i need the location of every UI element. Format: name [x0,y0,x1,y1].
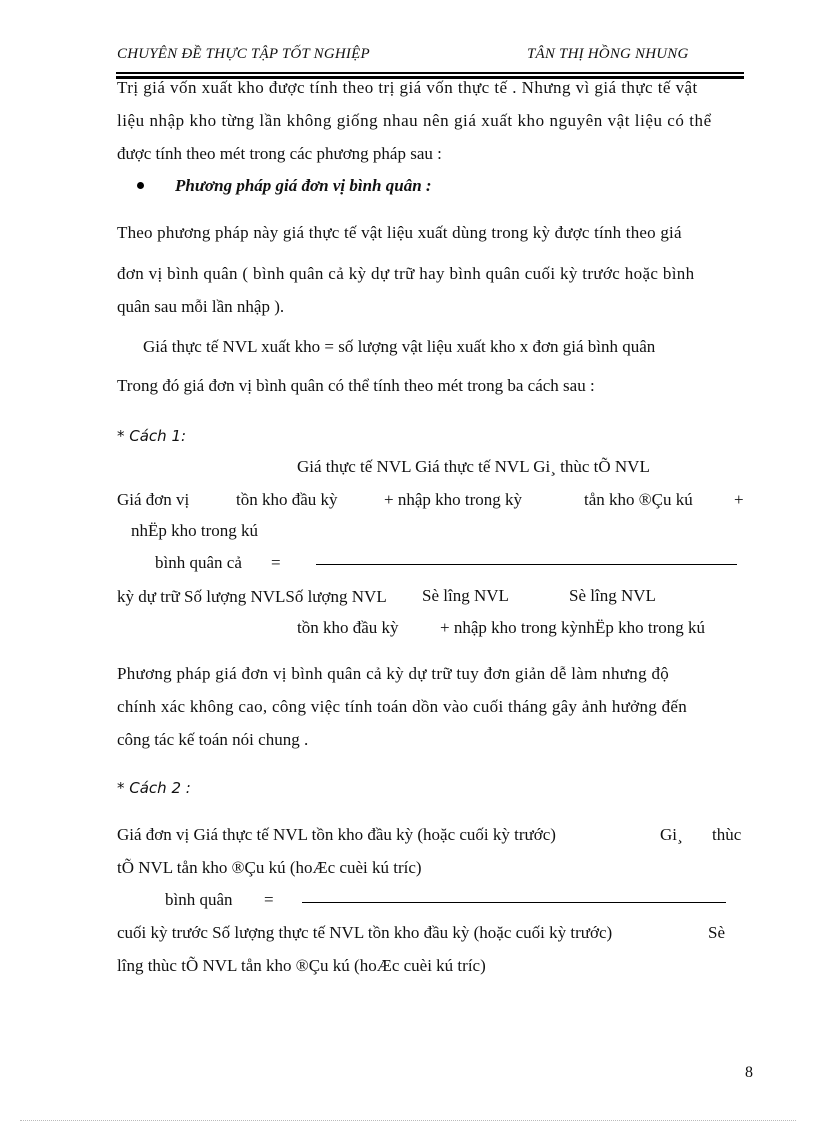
method-line-3: quân sau mỗi lần nhập ). [117,297,285,316]
cach1-num-line-1: Giá thực tế NVL Giá thực tế NVL Gi¸ thùc tÕ NVL [297,457,650,476]
cach2-label: * Cách 2 : [117,779,191,797]
evaluation-line-1: Phương pháp giá đơn vị bình quân cả kỳ dự trữ tuy đơn giản dễ làm nhưng độ [117,664,670,683]
cach2-equals: = [264,890,274,909]
bullet-heading: Phương pháp giá đơn vị bình quân : [175,176,432,195]
cach2-fraction-bar [302,902,726,903]
cach2-lhs: bình quân [165,890,233,909]
header-left: CHUYÊN ĐỀ THỰC TẬP TỐT NGHIỆP [117,46,370,62]
header-rule [116,72,744,74]
cach1-num-3: nhËp kho trong kú [131,521,259,540]
cach1-lhs-1: Giá đơn vị [117,490,190,509]
cach2-line-1b: Gi¸ [660,825,683,844]
intro-line-1: Trị giá vốn xuất kho được tính theo trị giá vốn thực tế . Nhưng vì giá thực tế vật [117,78,698,97]
intro-line-3: được tính theo mét trong các phương pháp sau : [117,144,442,163]
cach1-num-2c: tån kho ®Çu kú [584,490,693,509]
header-right: TÂN THỊ HỒNG NHUNG [527,46,689,62]
cach1-num-2a: tồn kho đầu kỳ [236,490,338,509]
bullet-icon [137,182,144,189]
cach1-den-1b: Sè lîng NVL [422,586,509,605]
cach1-fraction-bar [316,564,737,565]
method-line-2: đơn vị bình quân ( bình quân cả kỳ dự trữ hay bình quân cuối kỳ trước hoặc bình [117,264,695,283]
intro-line-2: liệu nhập kho từng lần không giống nhau nên giá xuất kho nguyên vật liệu có thể [117,111,712,130]
evaluation-line-3: công tác kế toán nói chung . [117,730,309,749]
cach2-line-1a: Giá đơn vị Giá thực tế NVL tồn kho đầu kỳ (hoặc cuối kỳ trước) [117,825,556,844]
cach2-line-1c: thùc [712,825,742,844]
cach1-equals: = [271,553,281,572]
cach2-line-5: lîng thùc tÕ NVL tån kho ®Çu kú (hoÆc cuèi kú tríc) [117,956,486,975]
cach2-line-4a: cuối kỳ trước Số lượng thực tế NVL tồn kho đầu kỳ (hoặc cuối kỳ trước) [117,923,613,942]
cach2-line-4b: Sè [708,923,725,942]
formula-line: Giá thực tế NVL xuất kho = số lượng vật liệu xuất kho x đơn giá bình quân [143,337,656,356]
page-bottom-border [20,1120,796,1121]
cach1-den-1c: Sè lîng NVL [569,586,656,605]
cach1-num-plus: + [734,490,744,509]
cach1-label: * Cách 1: [117,427,187,445]
cach1-num-2b: + nhập kho trong kỳ [384,490,523,509]
method-line-1: Theo phương pháp này giá thực tế vật liệu xuất dùng trong kỳ được tính theo giá [117,223,682,242]
cach1-den-2b: + nhập kho trong kỳnhËp kho trong kú [440,618,706,637]
cach1-lhs-3: kỳ dự trữ Số lượng NVLSố lượng NVL [117,587,387,606]
in-which-line: Trong đó giá đơn vị bình quân có thể tính theo mét trong ba cách sau : [117,376,595,395]
page-number: 8 [745,1064,753,1081]
cach2-line-2: tÕ NVL tån kho ®Çu kú (hoÆc cuèi kú tríc) [117,858,422,877]
cach1-lhs-2: bình quân cả [155,553,242,572]
cach1-den-2a: tồn kho đầu kỳ [297,618,399,637]
evaluation-line-2: chính xác không cao, công việc tính toán dồn vào cuối tháng gây ảnh hưởng đến [117,697,688,716]
